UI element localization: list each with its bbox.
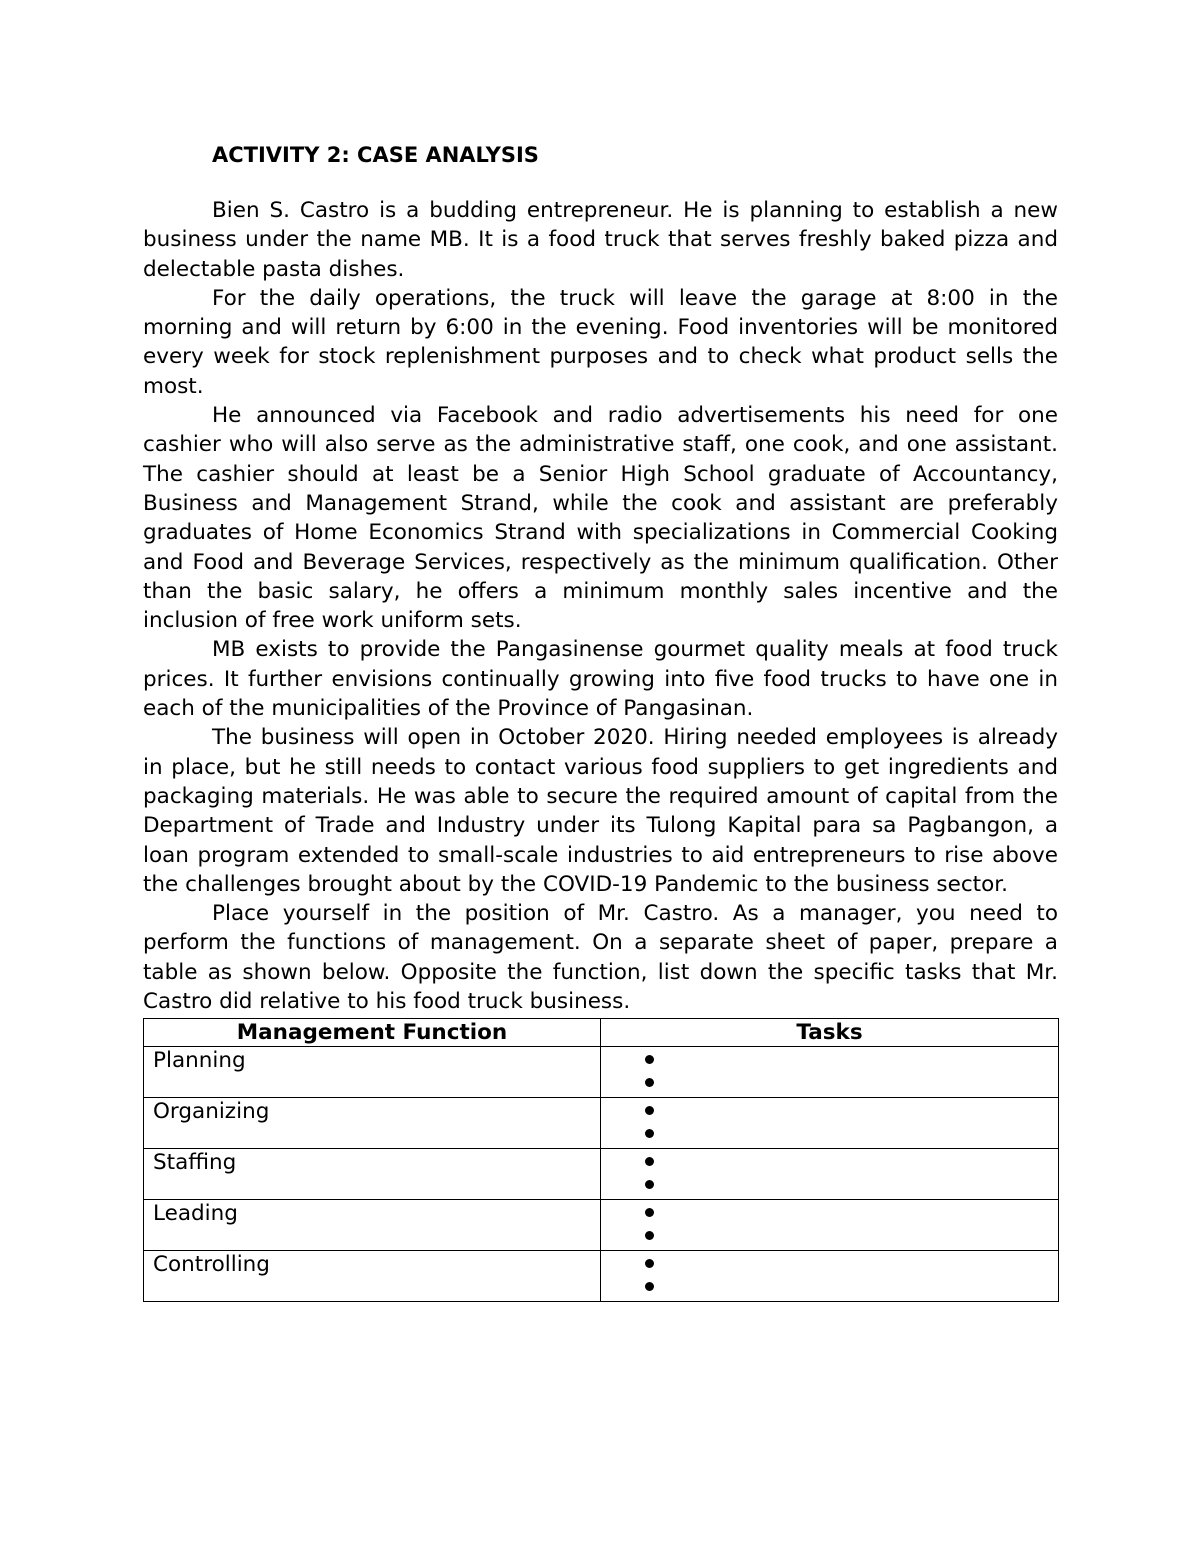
table-row [144,1149,1059,1200]
table-row [144,1200,1059,1251]
bullet-icon [645,1180,654,1189]
bullet-icon [645,1208,654,1217]
task-bullet [641,1070,1058,1093]
task-bullet-list [601,1047,1058,1093]
function-label-controlling: Controlling [153,1252,270,1278]
table-header-row [144,1019,1059,1047]
paragraph-operations: For the daily operations, the truck will leave the garage at 8:00 in the morning and will return by 6:00 in the evening. Food inventories will be monitored every week for stock replenishment purposes and to check what product sells the most. [143,285,1058,399]
bullet-icon [645,1231,654,1240]
task-bullet [641,1274,1058,1297]
table-row [144,1047,1059,1098]
tasks-cell [601,1047,1059,1098]
header-management-function: Management Function [144,1019,601,1047]
activity-title: ACTIVITY 2: CASE ANALYSIS [212,143,539,167]
tasks-cell [601,1149,1059,1200]
task-bullet-list [601,1098,1058,1144]
task-bullet [641,1172,1058,1195]
paragraph-intro: Bien S. Castro is a budding entrepreneur. He is planning to establish a new business under the name MB. It is a food truck that serves freshly baked pizza and delectable pasta dishes. [143,198,1058,282]
tasks-cell [601,1098,1059,1149]
function-label-organizing: Organizing [153,1099,270,1125]
task-bullet [641,1047,1058,1070]
header-tasks: Tasks [601,1019,1059,1047]
tasks-cell [601,1200,1059,1251]
management-functions-table [143,1018,1059,1302]
bullet-icon [645,1106,654,1115]
paragraph-mission: MB exists to provide the Pangasinense gourmet quality meals at food truck prices. It further envisions continually growing into five food trucks to have one in each of the municipalities of the Province of Pangasinan. [143,637,1058,722]
task-bullet-list [601,1149,1058,1195]
paragraph-opening: The business will open in October 2020. Hiring needed employees is already in place, but he still needs to contact various food suppliers to get ingredients and packaging materials. He was able to secure the required amount of capital from the Department of Trade and Industry under its Tulong Kapital para sa Pagbangon, a loan program extended to small-scale industries to aid entrepreneurs to rise above the challenges brought about by the COVID-19 Pandemic to the business sector. [143,725,1058,897]
function-cell [144,1200,601,1251]
task-bullet-list [601,1200,1058,1246]
bullet-icon [645,1055,654,1064]
function-cell [144,1047,601,1098]
bullet-icon [645,1259,654,1268]
task-bullet [641,1149,1058,1172]
table-row [144,1251,1059,1302]
bullet-icon [645,1078,654,1087]
paragraph-instructions: Place yourself in the position of Mr. Castro. As a manager, you need to perform the functions of management. On a separate sheet of paper, prepare a table as shown below. Opposite the function, list down the specific tasks that Mr. Castro did relative to his food truck business. [143,901,1058,1015]
function-cell [144,1251,601,1302]
tasks-cell [601,1251,1059,1302]
document-page [143,140,1058,1302]
paragraph-hiring: He announced via Facebook and radio advertisements his need for one cashier who will also serve as the administrative staff, one cook, and one assistant. The cashier should at least be a Senior High School graduate of Accountancy, Business and Management Strand, while the cook and assistant are preferably graduates of Home Economics Strand with specializations in Commercial Cooking and Food and Beverage Services, respectively as the minimum qualification. Other than the basic salary, he offers a minimum monthly sales incentive and the inclusion of free work uniform sets. [143,403,1058,634]
task-bullet-list [601,1251,1058,1297]
task-bullet [641,1098,1058,1121]
task-bullet [641,1251,1058,1274]
task-bullet [641,1121,1058,1144]
function-label-staffing: Staffing [153,1150,237,1176]
bullet-icon [645,1282,654,1291]
function-cell [144,1149,601,1200]
function-label-planning: Planning [153,1048,246,1074]
table-row [144,1098,1059,1149]
task-bullet [641,1200,1058,1223]
function-cell [144,1098,601,1149]
function-label-leading: Leading [153,1201,238,1227]
bullet-icon [645,1157,654,1166]
task-bullet [641,1223,1058,1246]
bullet-icon [645,1129,654,1138]
